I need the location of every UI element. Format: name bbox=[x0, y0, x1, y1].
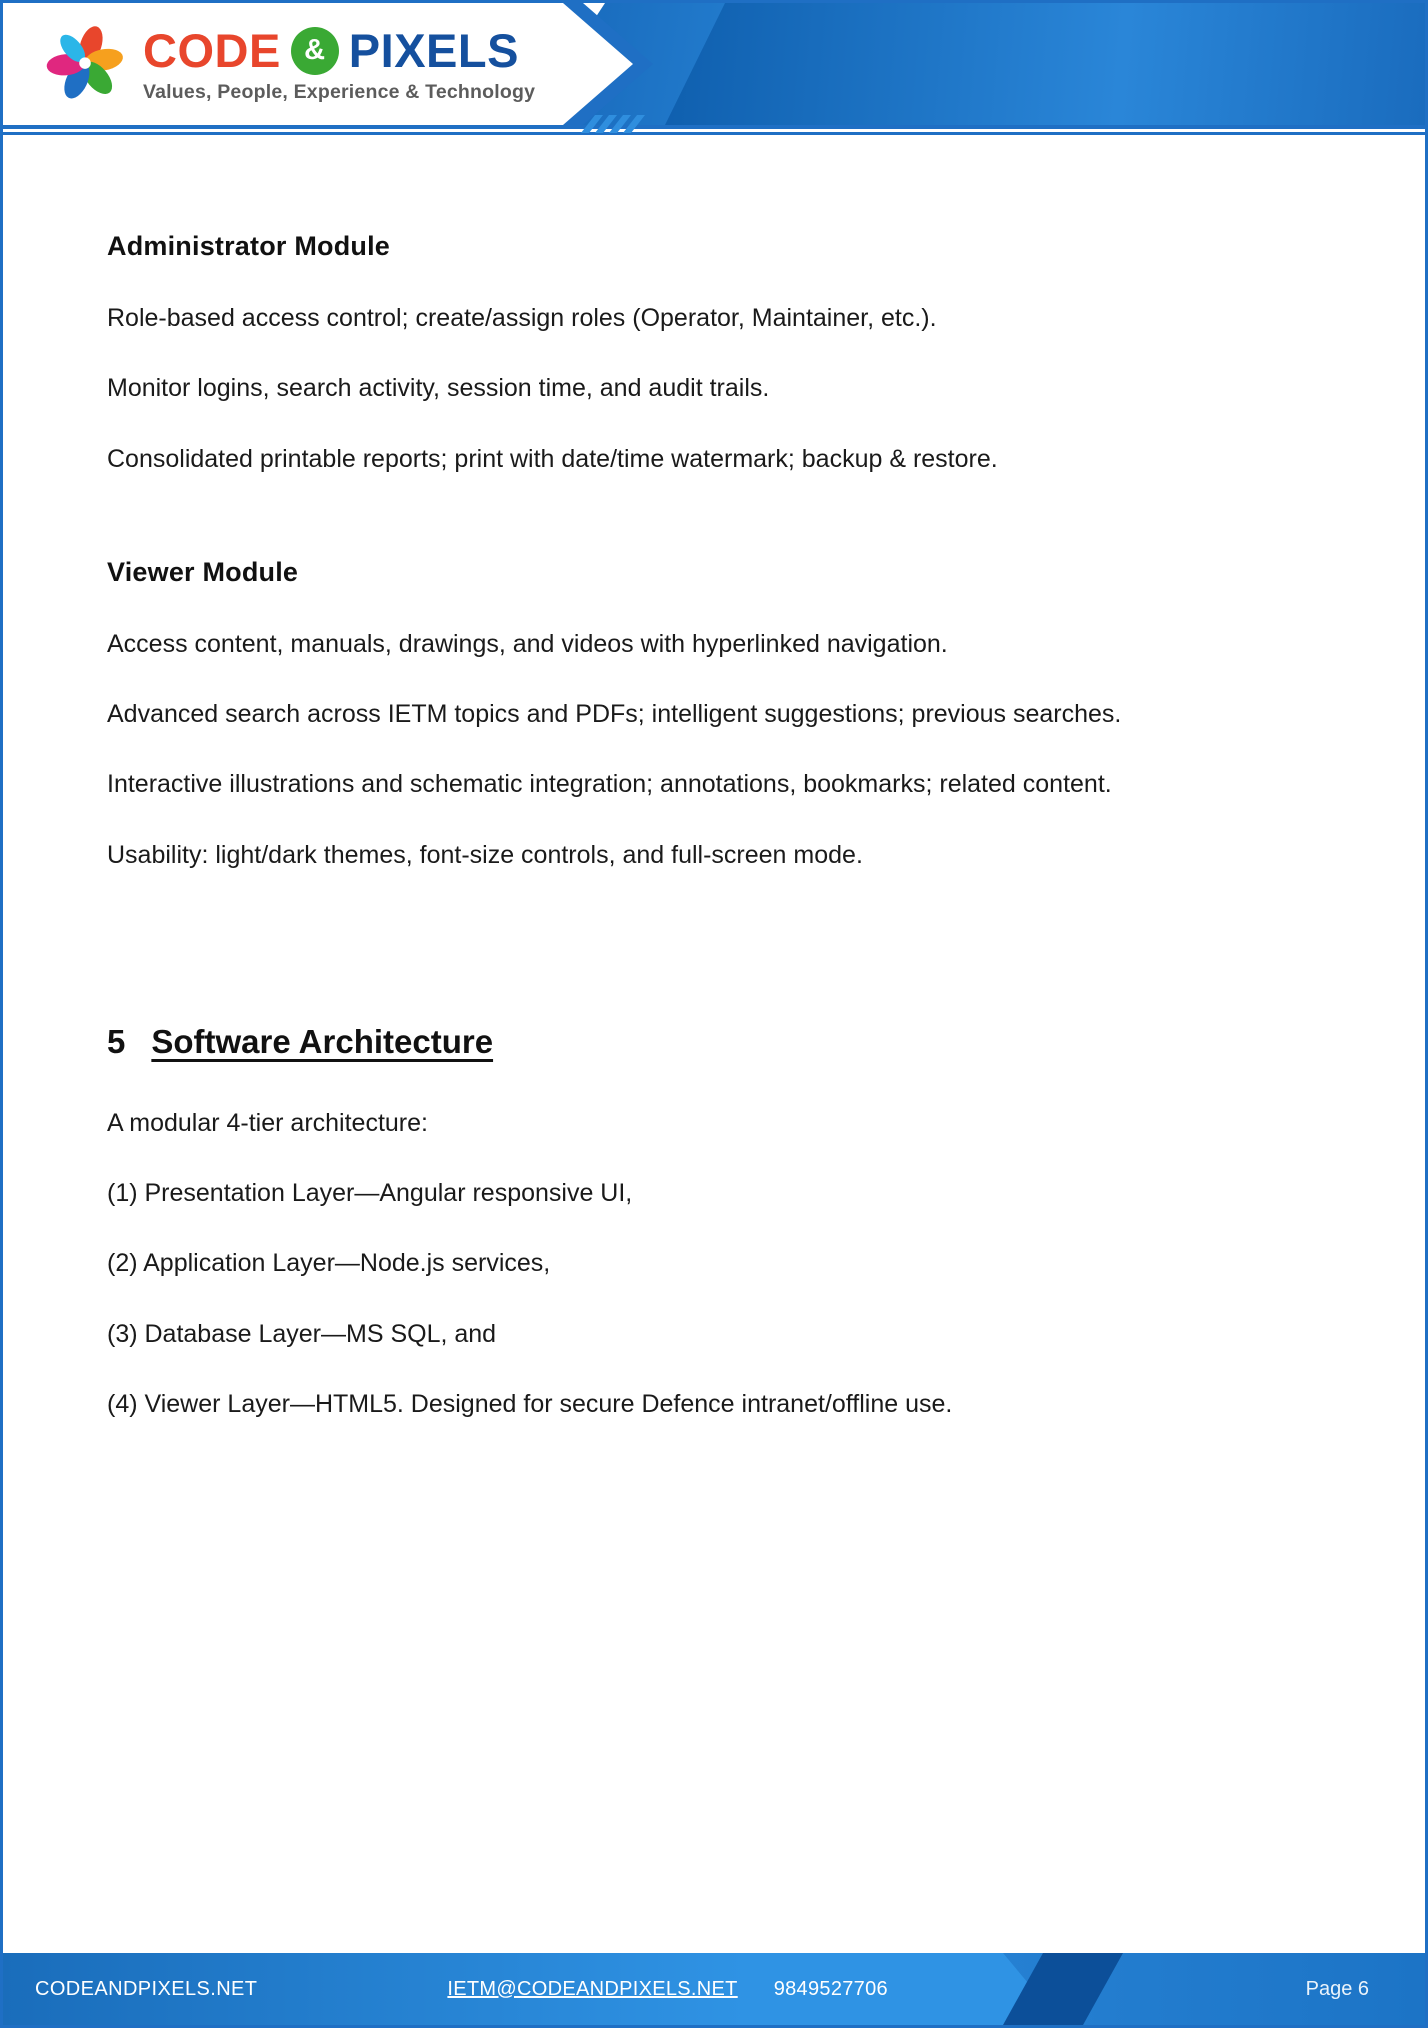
architecture-section-heading bbox=[107, 1023, 1303, 1061]
pinwheel-logo-icon bbox=[37, 17, 133, 113]
administrator-line-2: Monitor logins, search activity, session time, and audit trails. bbox=[107, 374, 770, 403]
header-stripes-icon bbox=[581, 115, 671, 137]
architecture-item-3: (3) Database Layer—MS SQL, and bbox=[107, 1319, 497, 1348]
viewer-line-2: Advanced search across IETM topics and PDFs; intelligent suggestions; previous searches. bbox=[107, 700, 1122, 728]
page-content bbox=[107, 231, 1303, 1456]
footer-email-link[interactable]: IETM@CODEANDPIXELS.NET bbox=[447, 1977, 738, 2000]
architecture-item-2: (2) Application Layer—Node.js services, bbox=[107, 1249, 551, 1278]
architecture-intro: A modular 4-tier architecture: bbox=[107, 1108, 428, 1137]
administrator-line-3: Consolidated printable reports; print with date/time watermark; backup & restore. bbox=[107, 444, 998, 473]
architecture-item-4: (4) Viewer Layer—HTML5. Designed for secure Defence intranet/offline use. bbox=[107, 1389, 953, 1418]
viewer-module-heading: Viewer Module bbox=[107, 556, 299, 587]
brand-logo-text bbox=[143, 24, 536, 104]
page-header bbox=[3, 3, 1425, 140]
viewer-line-1: Access content, manuals, drawings, and videos with hyperlinked navigation. bbox=[107, 629, 948, 658]
architecture-section-title: Software Architecture bbox=[151, 1022, 494, 1060]
brand-logo bbox=[37, 17, 535, 113]
brand-ampersand-badge: & bbox=[291, 27, 339, 75]
viewer-line-4: Usability: light/dark themes, font-size controls, and full-screen mode. bbox=[107, 840, 863, 869]
header-blue-band-dark bbox=[665, 3, 1425, 125]
brand-tagline: Values, People, Experience & Technology bbox=[143, 80, 536, 103]
brand-word-pixels: PIXELS bbox=[348, 24, 519, 77]
architecture-item-1: (1) Presentation Layer—Angular responsive UI, bbox=[107, 1179, 633, 1207]
header-rule-top bbox=[3, 125, 1425, 129]
administrator-module-heading: Administrator Module bbox=[107, 231, 391, 261]
brand-logo-title bbox=[143, 24, 535, 77]
section-spacer-2 bbox=[107, 873, 1303, 1023]
footer-phone: 9849527706 bbox=[773, 1977, 888, 2000]
footer-content bbox=[3, 1953, 1425, 2025]
footer-website: CODEANDPIXELS.NET bbox=[35, 1977, 258, 2000]
architecture-section-number: 5 bbox=[107, 1022, 126, 1060]
brand-word-code: CODE bbox=[143, 24, 281, 77]
footer-page-number: Page 6 bbox=[1305, 1977, 1369, 2000]
viewer-line-3: Interactive illustrations and schematic integration; annotations, bookmarks; related content. bbox=[107, 770, 1112, 799]
header-rule-bottom bbox=[3, 132, 1425, 135]
page-footer bbox=[3, 1953, 1425, 2025]
section-spacer-1 bbox=[107, 477, 1303, 557]
administrator-line-1: Role-based access control; create/assign roles (Operator, Maintainer, etc.). bbox=[107, 304, 937, 332]
